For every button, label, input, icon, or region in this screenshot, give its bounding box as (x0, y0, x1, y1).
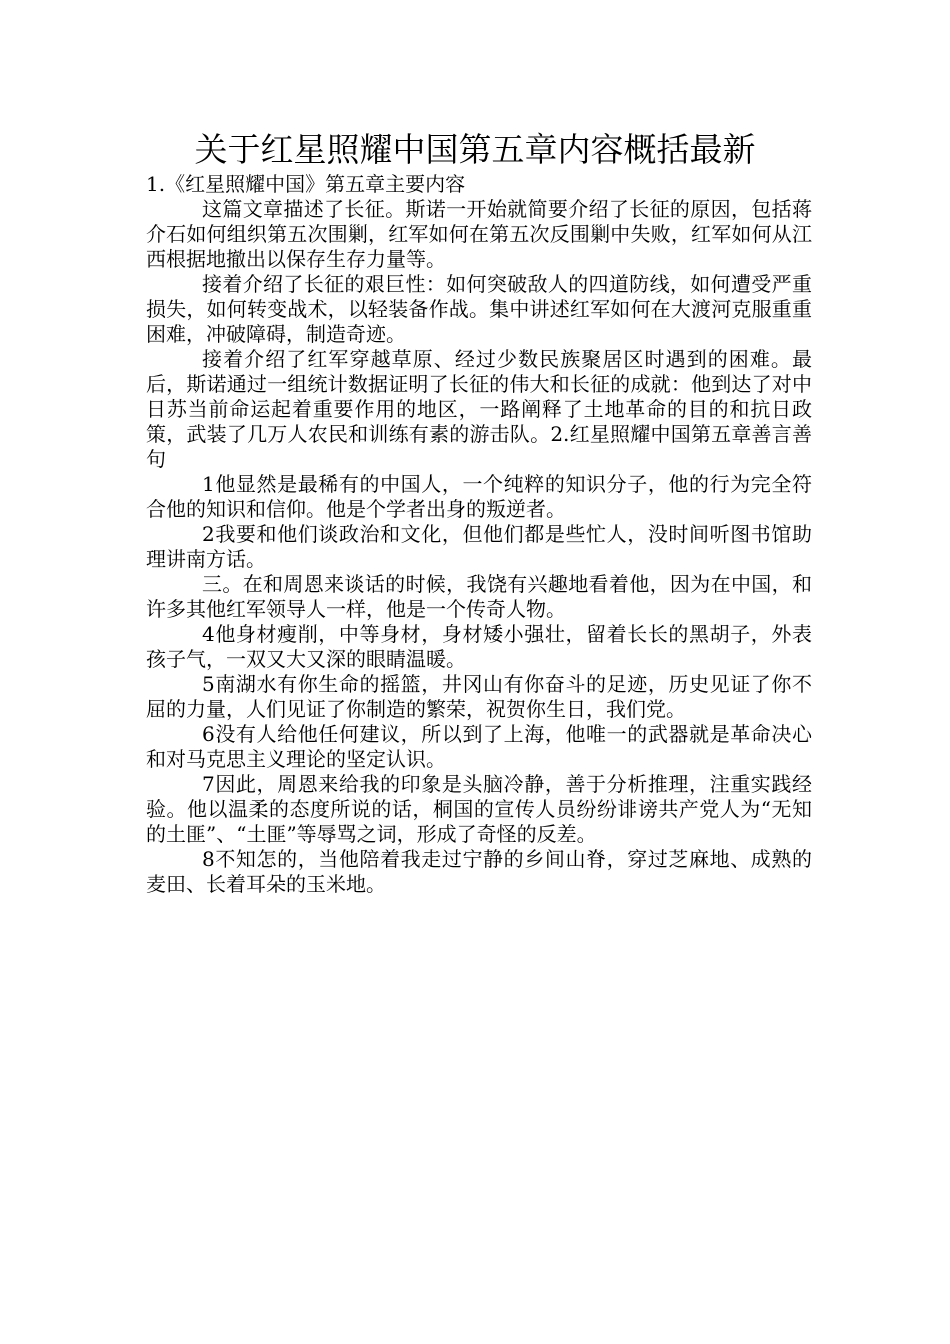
paragraph: 6没有人给他任何建议，所以到了上海，他唯一的武器就是革命决心和对马克思主义理论的坚定认识。 (146, 722, 812, 771)
paragraph: 接着介绍了红军穿越草原、经过少数民族聚居区时遇到的困难。最后，斯诺通过一组统计数据证明了长征的伟大和长征的成就：他到达了对中日苏当前命运起着重要作用的地区，一路阐释了土地革命的目的和抗日政策，武装了几万人农民和训练有素的游击队。2.红星照耀中国第五章善言善句 (146, 347, 812, 471)
paragraph: 这篇文章描述了长征。斯诺一开始就简要介绍了长征的原因，包括蒋介石如何组织第五次围剿，红军如何在第五次反围剿中失败，红军如何从江西根据地撤出以保存生存力量等。 (146, 197, 812, 271)
paragraph: 1他显然是最稀有的中国人，一个纯粹的知识分子，他的行为完全符合他的知识和信仰。他是个学者出身的叛逆者。 (146, 472, 812, 521)
paragraph: 5南湖水有你生命的摇篮，井冈山有你奋斗的足迹，历史见证了你不屈的力量，人们见证了你制造的繁荣，祝贺你生日，我们党。 (146, 672, 812, 721)
document-body (146, 172, 812, 897)
paragraph: 接着介绍了长征的艰巨性：如何突破敌人的四道防线，如何遭受严重损失，如何转变战术，以轻装备作战。集中讲述红军如何在大渡河克服重重困难，冲破障碍，制造奇迹。 (146, 272, 812, 346)
paragraph: 1.《红星照耀中国》第五章主要内容 (146, 172, 466, 196)
paragraph: 8不知怎的，当他陪着我走过宁静的乡间山脊，穿过芝麻地、成熟的麦田、长着耳朵的玉米地。 (146, 847, 812, 896)
paragraph: 三。在和周恩来谈话的时候，我饶有兴趣地看着他，因为在中国，和许多其他红军领导人一样，他是一个传奇人物。 (146, 572, 812, 621)
document-title: 关于红星照耀中国第五章内容概括最新 (194, 130, 756, 169)
paragraph: 7因此，周恩来给我的印象是头脑冷静，善于分析推理，注重实践经验。他以温柔的态度所说的话，桐国的宣传人员纷纷诽谤共产党人为“无知的土匪”、“土匪”等辱骂之词，形成了奇怪的反差。 (146, 772, 812, 846)
paragraph: 2我要和他们谈政治和文化，但他们都是些忙人，没时间听图书馆助理讲南方话。 (146, 522, 812, 571)
paragraph: 4他身材瘦削，中等身材，身材矮小强壮，留着长长的黑胡子，外表孩子气，一双又大又深的眼睛温暖。 (146, 622, 812, 671)
